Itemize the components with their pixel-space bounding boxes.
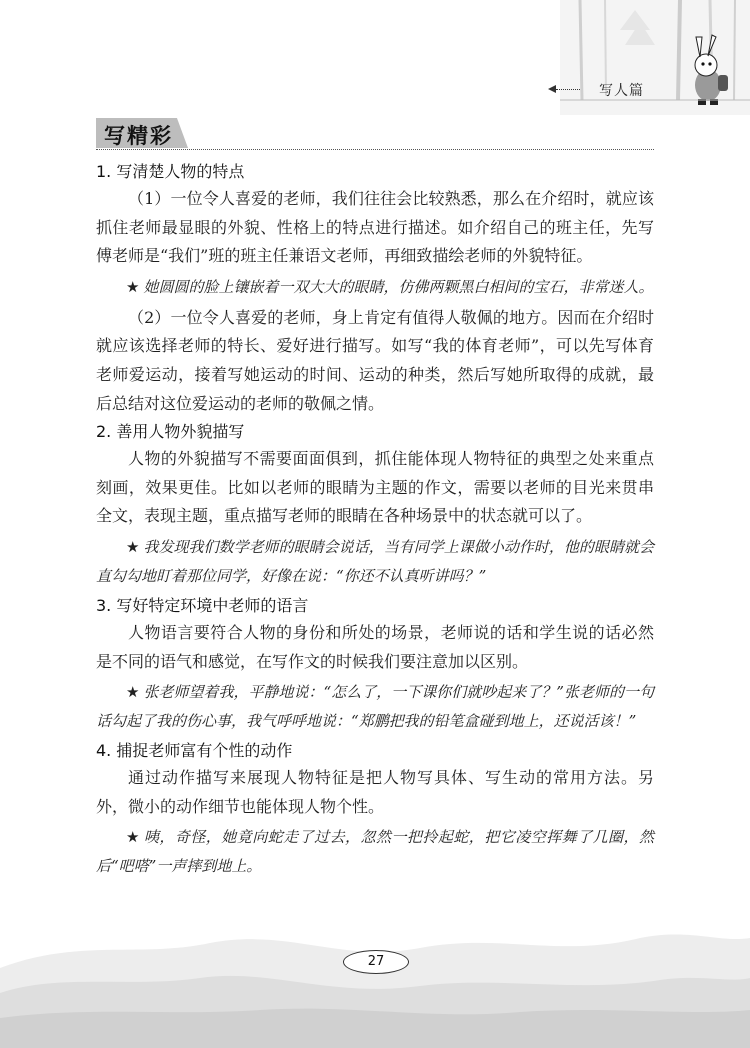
arrow-left-icon [548, 85, 556, 93]
paragraph: （1）一位令人喜爱的老师，我们往往会比较熟悉，那么在介绍时，就应该抓住老师最显眼的外貌、性格上的特点进行描述。如介绍自己的班主任，先写傅老师是“我们”班的班主任兼语文老师，再细致描绘老师的外貌特征。 [96, 189, 654, 266]
subheading-3: 3. 写好特定环境中老师的语言 [96, 595, 309, 615]
header-dotted-rule [556, 89, 580, 90]
example-paragraph [96, 678, 654, 736]
example-text: 我发现我们数学老师的眼睛会说话，当有同学上课做小动作时，他的眼睛就会直勾勾地盯着那位同学，好像在说：“你还不认真听讲吗？” [96, 537, 654, 585]
star-icon: ★ [126, 683, 140, 702]
running-head: 写人篇 [599, 83, 644, 99]
section-dotted-rule [96, 149, 654, 150]
example-text: 张老师望着我，平静地说：“怎么了，一下课你们就吵起来了？”张老师的一句话勾起了我的伤心事，我气呼呼地说：“郑鹏把我的铅笔盒碰到地上，还说活该！” [96, 683, 654, 731]
example-paragraph [96, 273, 654, 302]
paragraph: 人物语言要符合人物的身份和所处的场景，老师说的话和学生说的话必然是不同的语气和感觉，在写作文的时候我们要注意加以区别。 [96, 622, 654, 671]
header-illustration [560, 0, 750, 115]
section-title: 写精彩 [104, 124, 173, 148]
article-body [96, 158, 654, 883]
star-icon: ★ [126, 277, 140, 296]
star-icon: ★ [126, 828, 140, 847]
subheading-4: 4. 捕捉老师富有个性的动作 [96, 741, 293, 761]
example-text: 她圆圆的脸上镶嵌着一双大大的眼睛，仿佛两颗黑白相间的宝石，非常迷人。 [143, 277, 654, 296]
paragraph: （2）一位令人喜爱的老师，身上肯定有值得人敬佩的地方。因而在介绍时就应该选择老师的特长、爱好进行描写。如写“我的体育老师”，可以先写体育老师爱运动，接着写她运动的时间、运动的种类，然后写她所取得的成就，最后总结对这位爱运动的老师的敬佩之情。 [96, 307, 654, 413]
example-paragraph [96, 533, 654, 591]
subheading-1: 1. 写清楚人物的特点 [96, 162, 245, 181]
example-text: 咦，奇怪，她竟向蛇走了过去，忽然一把拎起蛇，把它凌空挥舞了几圈，然后“吧嗒”一声摔到地上。 [96, 828, 654, 876]
example-paragraph [96, 823, 654, 881]
subheading-2: 2. 善用人物外貌描写 [96, 422, 245, 442]
page-number: 27 [343, 950, 409, 974]
star-icon: ★ [126, 537, 140, 556]
paragraph: 人物的外貌描写不需要面面俱到，抓住能体现人物特征的典型之处来重点刻画，效果更佳。比如以老师的眼睛为主题的作文，需要以老师的目光来贯串全文，表现主题，重点描写老师的眼睛在各种场景中的状态就可以了。 [96, 449, 654, 526]
paragraph: 通过动作描写来展现人物特征是把人物写具体、写生动的常用方法。另外，微小的动作细节也能体现人物个性。 [96, 768, 654, 816]
